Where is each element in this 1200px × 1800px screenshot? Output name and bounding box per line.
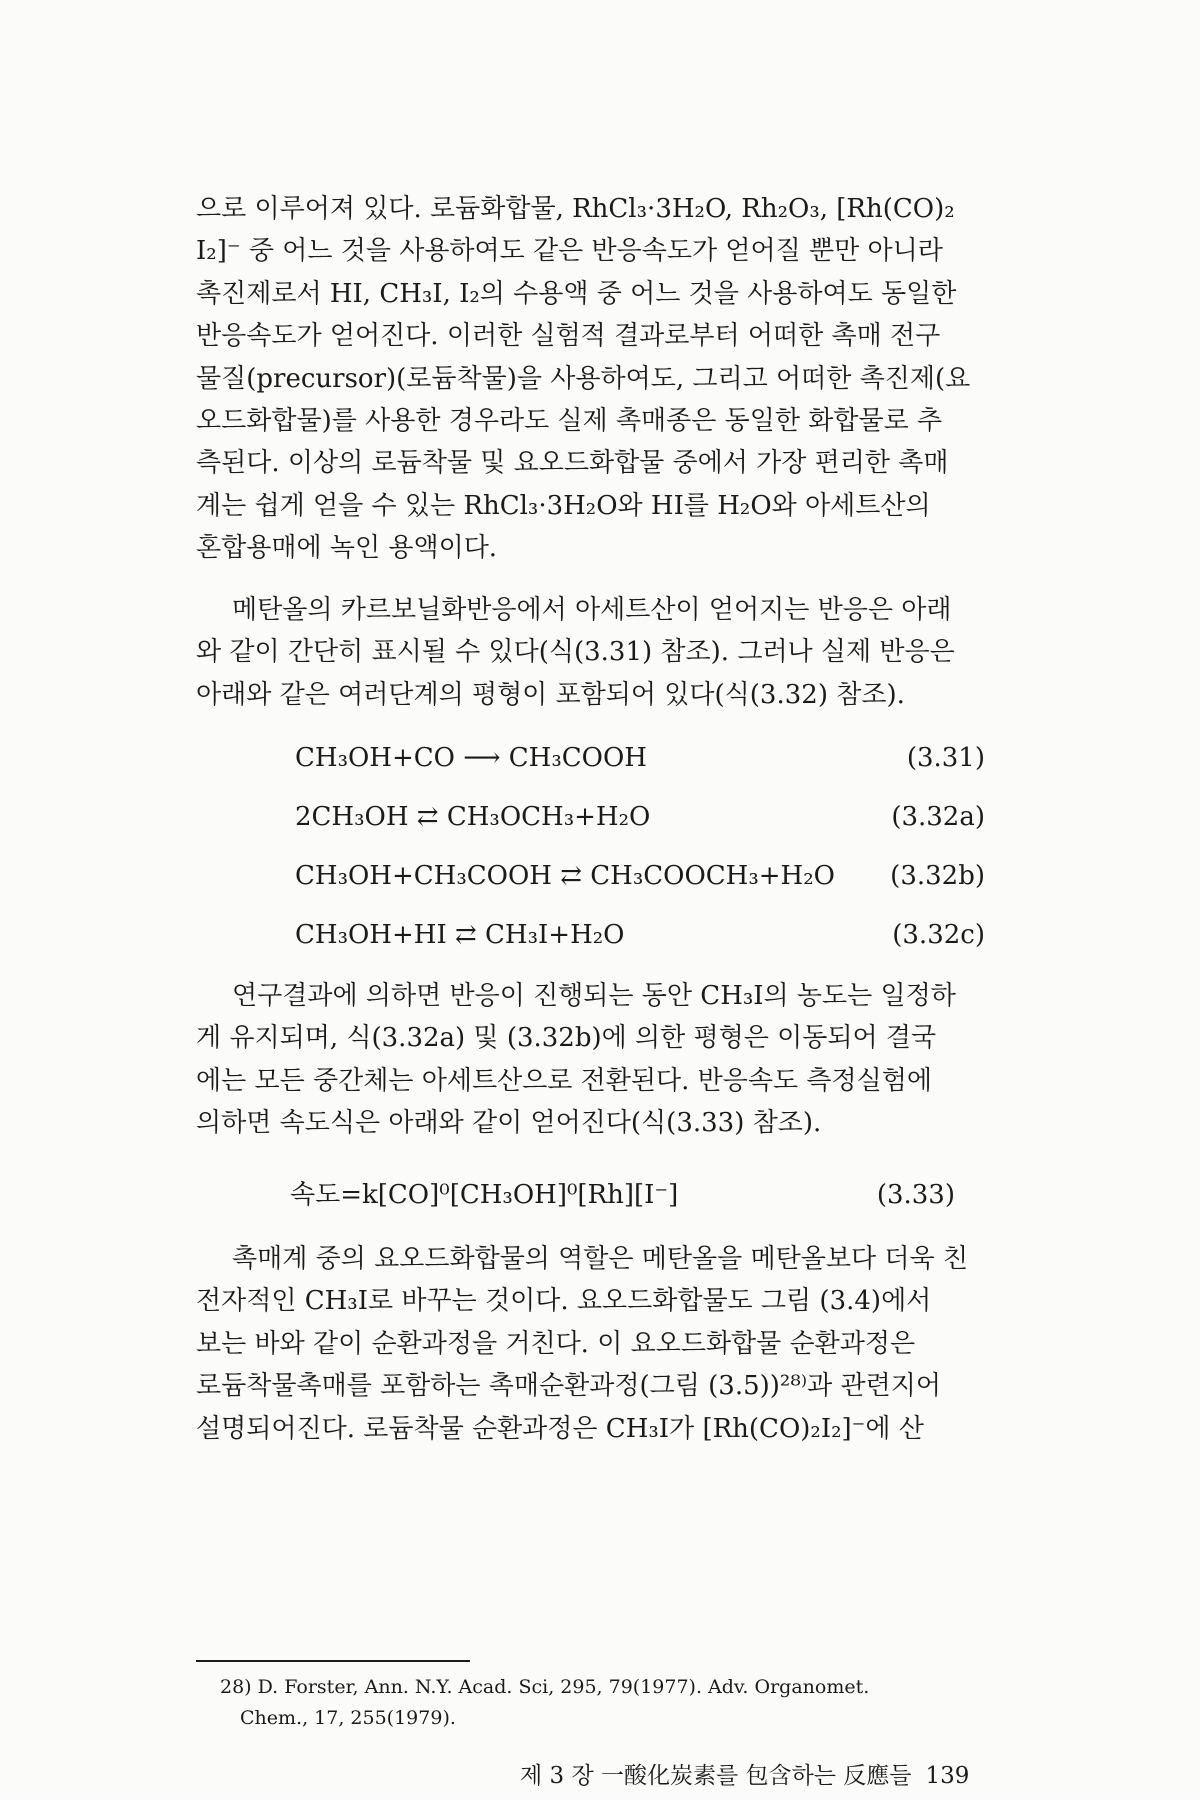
- equation-3-31: [295, 738, 985, 778]
- equation-formula: 속도=k[CO]⁰[CH₃OH]⁰[Rh][I⁻]: [290, 1180, 679, 1210]
- text-line: 설명되어진다. 로듐착물 순환과정은 CH₃I가 [Rh(CO)₂I₂]⁻에 산: [196, 1413, 924, 1444]
- equation-formula: 2CH₃OH ⇄ CH₃OCH₃+H₂O: [295, 802, 651, 832]
- paragraph-1: [196, 188, 1004, 570]
- text-line: 에는 모든 중간체는 아세트산으로 전환된다. 반응속도 측정실험에: [196, 1065, 932, 1096]
- equation-3-33: [290, 1175, 955, 1215]
- equation-3-32a: [295, 797, 985, 837]
- text-line: 와 같이 간단히 표시될 수 있다(식(3.31) 참조). 그러나 실제 반응은: [196, 637, 955, 668]
- text-line: 메탄올의 카르보닐화반응에서 아세트산이 얻어지는 반응은 아래: [232, 595, 952, 625]
- text-line: 으로 이루어져 있다. 로듐화합물, RhCl₃·3H₂O, Rh₂O₃, [Rh(CO)₂: [196, 194, 955, 224]
- text-line: 반응속도가 얻어진다. 이러한 실험적 결과로부터 어떠한 촉매 전구: [196, 321, 941, 352]
- text-line: 연구결과에 의하면 반응이 진행되는 동안 CH₃I의 농도는 일정하: [232, 981, 956, 1011]
- equation-number: (3.32c): [892, 920, 985, 950]
- text-line: 로듐착물촉매를 포함하는 촉매순환과정(그림 (3.5))²⁸⁾과 관련지어: [196, 1371, 941, 1402]
- text-line: I₂]⁻ 중 어느 것을 사용하여도 같은 반응속도가 얻어질 뿐만 아니라: [196, 236, 943, 267]
- running-footer: [520, 1757, 1000, 1790]
- page-number: 139: [925, 1763, 970, 1789]
- text-line: 의하면 속도식은 아래와 같이 얻어진다(식(3.33) 참조).: [196, 1108, 822, 1139]
- text-line: 전자적인 CH₃I로 바꾸는 것이다. 요오드화합물도 그림 (3.4)에서: [196, 1286, 932, 1317]
- paragraph-4: [196, 1238, 1004, 1450]
- text-line: 오드화합물)를 사용한 경우라도 실제 촉매종은 동일한 화합물로 추: [196, 405, 943, 436]
- equation-number: (3.33): [876, 1180, 955, 1210]
- equation-formula: CH₃OH+CH₃COOH ⇄ CH₃COOCH₃+H₂O: [295, 861, 835, 891]
- footnote-divider: [196, 1660, 470, 1662]
- equation-3-32b: [295, 856, 985, 896]
- text-line: 아래와 같은 여러단계의 평형이 포함되어 있다(식(3.32) 참조).: [196, 679, 905, 710]
- equation-number: (3.32a): [891, 802, 985, 832]
- footnote: [220, 1672, 1000, 1734]
- text-line: 물질(precursor)(로듐착물)을 사용하여도, 그리고 어떠한 촉진제(요: [196, 363, 971, 394]
- footnote-line: 28) D. Forster, Ann. N.Y. Acad. Sci, 295, 79(1977). Adv. Organomet.: [220, 1676, 870, 1698]
- equation-3-32c: [295, 915, 985, 955]
- footnote-line: Chem., 17, 255(1979).: [240, 1707, 456, 1729]
- chapter-title: 제 3 장 一酸化炭素를 包含하는 反應들: [520, 1763, 912, 1789]
- text-line: 촉매계 중의 요오드화합물의 역할은 메탄올을 메탄올보다 더욱 친: [232, 1244, 968, 1274]
- text-line: 계는 쉽게 얻을 수 있는 RhCl₃·3H₂O와 HI를 H₂O와 아세트산의: [196, 490, 931, 521]
- paragraph-3: [196, 975, 1004, 1145]
- text-line: 촉진제로서 HI, CH₃I, I₂의 수용액 중 어느 것을 사용하여도 동일한: [196, 278, 957, 309]
- text-line: 보는 바와 같이 순환과정을 거친다. 이 요오드화합물 순환과정은: [196, 1328, 916, 1359]
- text-line: 측된다. 이상의 로듐착물 및 요오드화합물 중에서 가장 편리한 촉매: [196, 448, 949, 479]
- equation-formula: CH₃OH+CO ⟶ CH₃COOH: [295, 743, 647, 773]
- equation-number: (3.32b): [890, 861, 985, 891]
- equation-number: (3.31): [906, 743, 985, 773]
- paragraph-2: [196, 589, 1004, 716]
- text-line: 게 유지되며, 식(3.32a) 및 (3.32b)에 의한 평형은 이동되어 결국: [196, 1023, 937, 1054]
- text-line: 혼합용매에 녹인 용액이다.: [196, 533, 498, 564]
- equation-formula: CH₃OH+HI ⇄ CH₃I+H₂O: [295, 920, 625, 950]
